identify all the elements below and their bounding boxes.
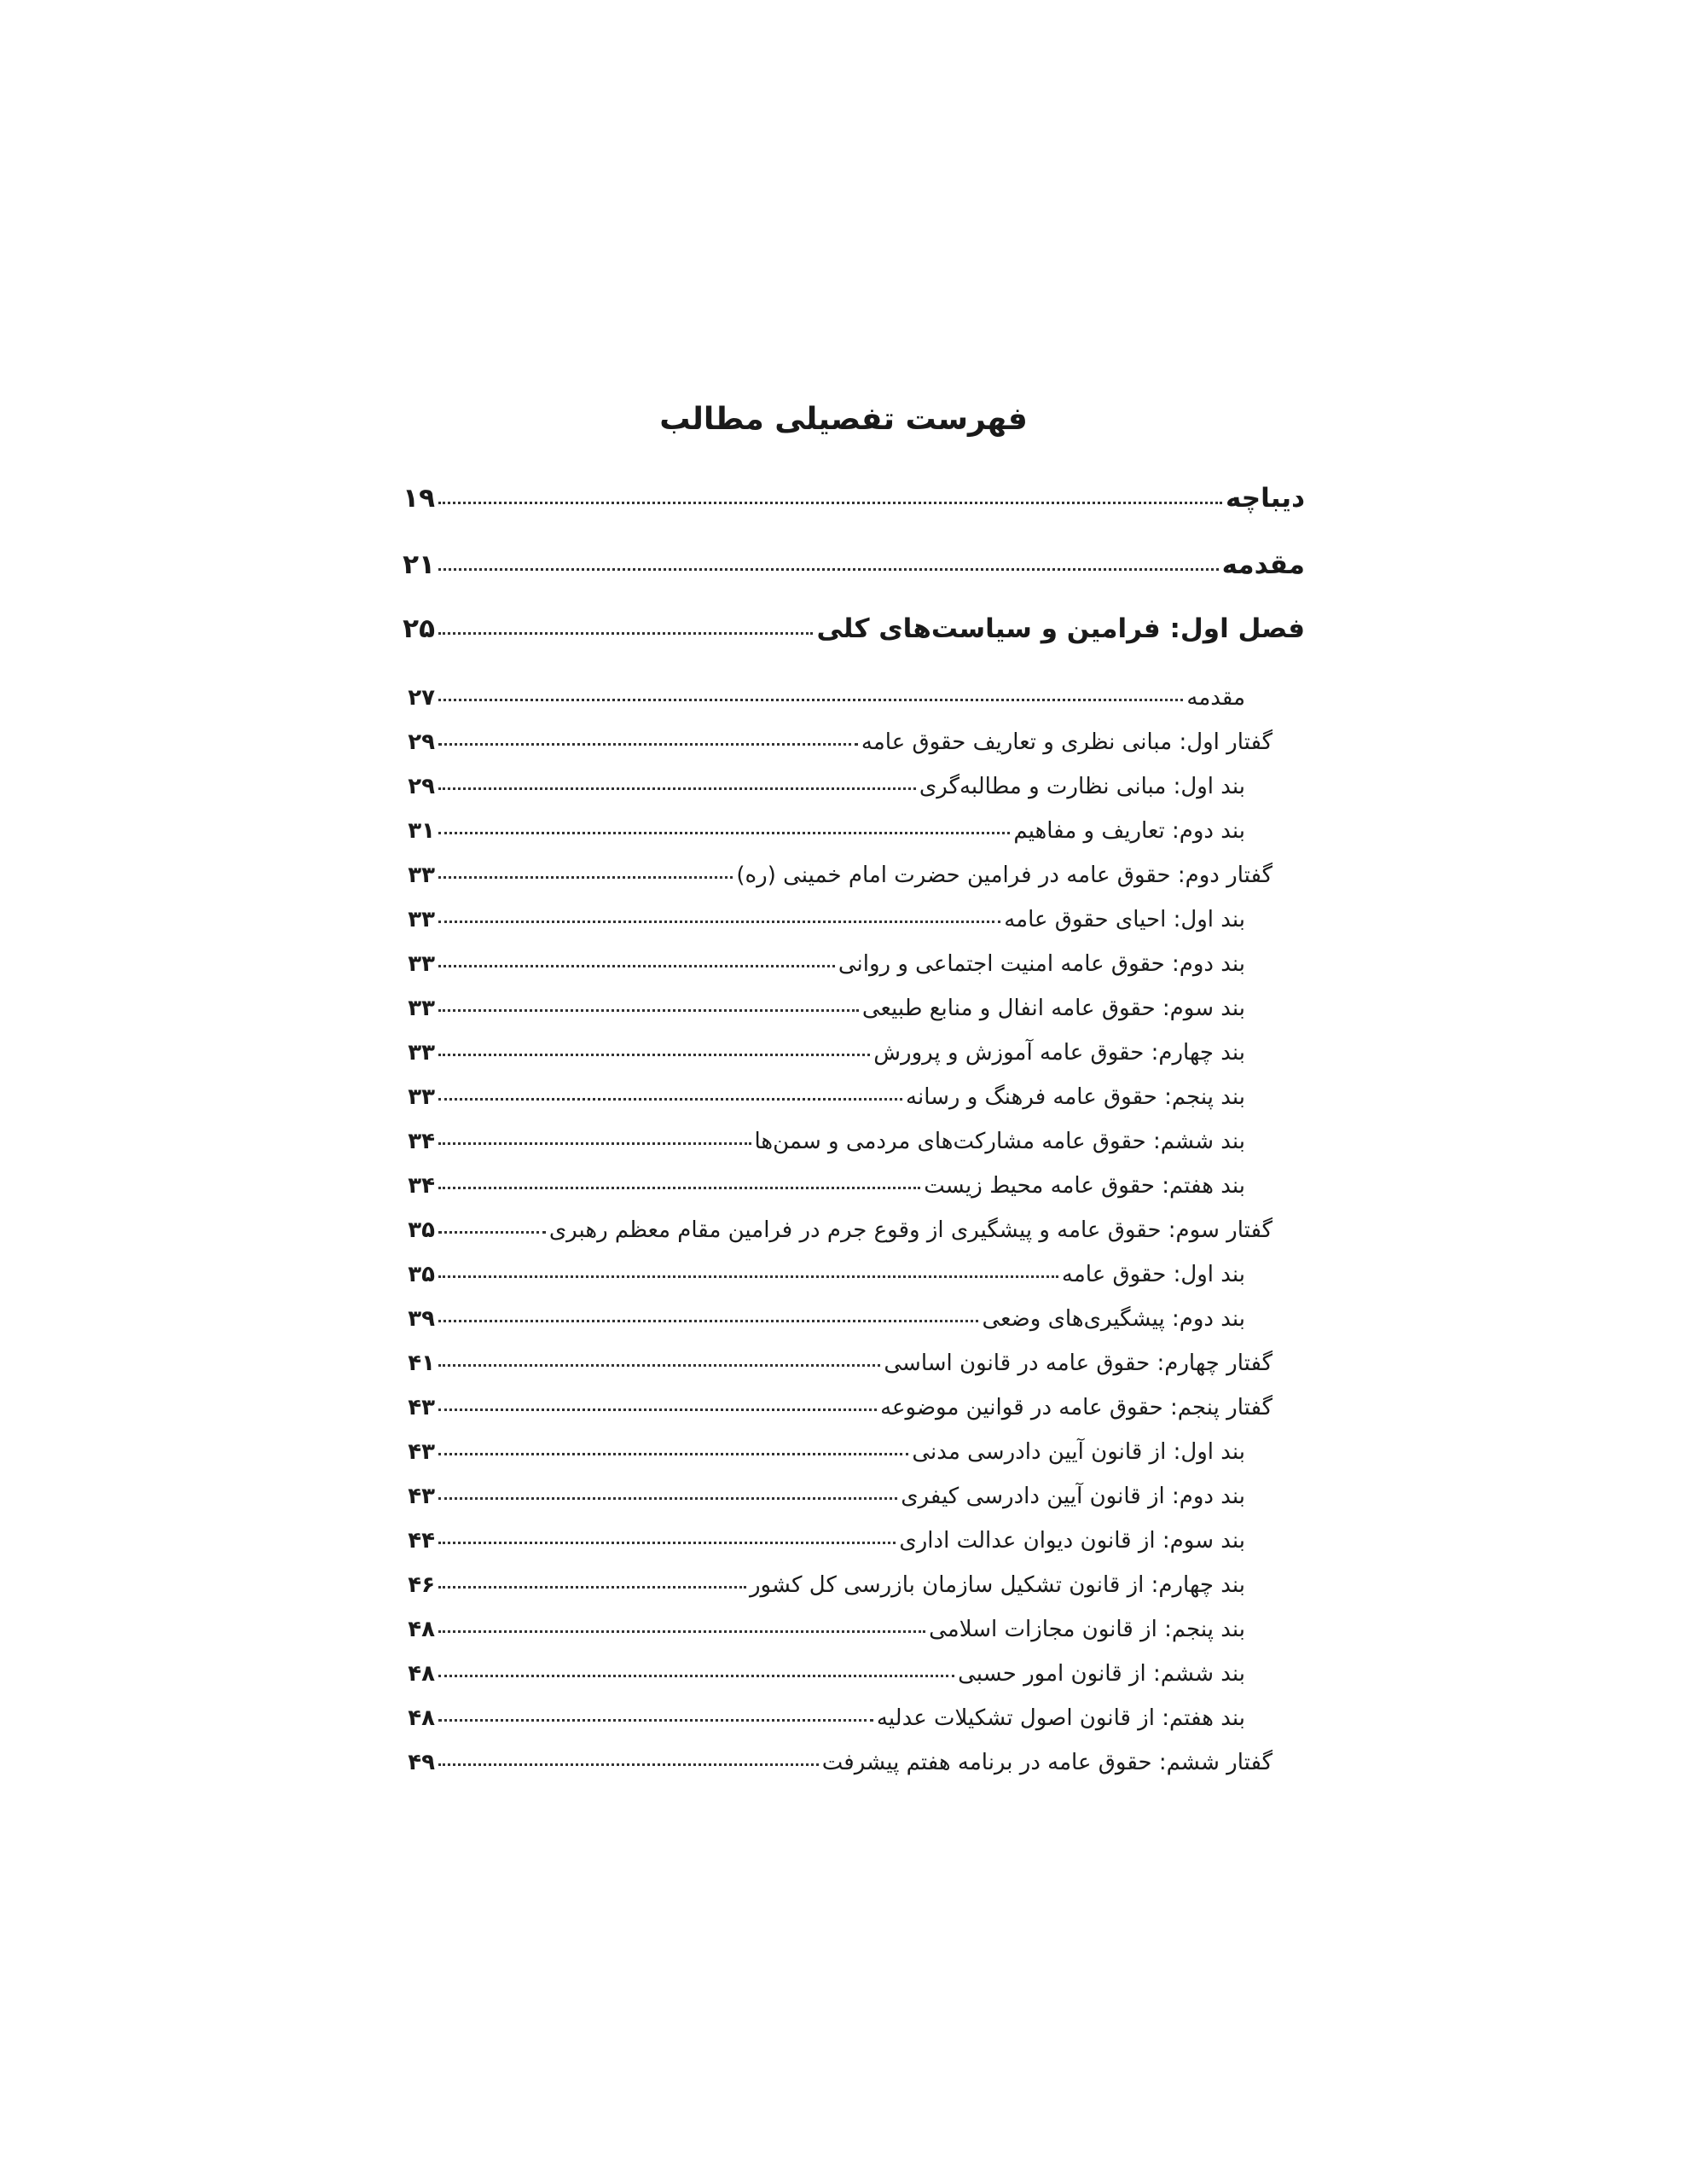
toc-entry-page: ۱۹: [403, 483, 435, 514]
toc-entry[interactable]: [384, 1642, 1245, 1687]
dot-leader: [438, 1142, 751, 1145]
toc-entry[interactable]: [384, 799, 1245, 844]
toc-entry-page: ۴۶: [408, 1572, 435, 1598]
toc-entry-page: ۲۹: [408, 774, 435, 799]
toc-entry[interactable]: [384, 1243, 1245, 1287]
toc-entry[interactable]: [384, 1554, 1245, 1598]
toc-entry[interactable]: [384, 1332, 1272, 1376]
toc-entry[interactable]: [384, 1199, 1272, 1243]
dot-leader: [438, 1187, 920, 1189]
toc-entry[interactable]: [384, 1731, 1272, 1775]
dot-leader: [438, 743, 858, 746]
dot-leader: [438, 876, 733, 879]
toc-entry-label: مقدمه: [1186, 685, 1245, 711]
toc-entry-label: بند اول: احیای حقوق عامه: [1004, 907, 1245, 932]
toc-entry[interactable]: [384, 1687, 1245, 1731]
toc-entry[interactable]: [384, 932, 1245, 977]
toc-entry-label: بند دوم: تعاریف و مفاهیم: [1013, 818, 1245, 844]
toc-entry-label: بند سوم: حقوق عامه انفال و منابع طبیعی: [861, 996, 1245, 1021]
dot-leader: [438, 1098, 902, 1101]
dot-leader: [438, 1231, 546, 1234]
toc-entry-page: ۴۴: [408, 1528, 435, 1554]
toc-entry-label: بند هفتم: از قانون اصول تشکیلات عدلیه: [876, 1705, 1245, 1731]
toc-entry-page: ۴۳: [408, 1484, 435, 1509]
toc-entry-label: مقدمه: [1221, 549, 1305, 580]
dot-leader: [438, 1542, 896, 1544]
toc-entry-label: بند اول: از قانون آیین دادرسی مدنی: [912, 1439, 1245, 1465]
toc-entry-page: ۴۳: [408, 1395, 435, 1420]
toc-entry-label: بند اول: حقوق عامه: [1061, 1262, 1245, 1287]
toc-entry-label: بند ششم: از قانون امور حسبی: [958, 1661, 1245, 1687]
toc-entry[interactable]: [384, 1021, 1245, 1066]
dot-leader: [438, 1453, 908, 1455]
dot-leader: [438, 1675, 954, 1677]
toc-entry-page: ۴۸: [408, 1705, 435, 1731]
toc-entry[interactable]: [384, 1287, 1245, 1332]
dot-leader: [438, 1320, 978, 1322]
toc-entry-label: بند چهارم: از قانون تشکیل سازمان بازرسی کل کشور: [749, 1572, 1245, 1598]
toc-entry-page: ۳۵: [408, 1262, 435, 1287]
toc-entry[interactable]: [384, 600, 1305, 644]
toc-entry[interactable]: [384, 977, 1245, 1021]
toc-entry-label: گفتار دوم: حقوق عامه در فرامین حضرت امام خمینی (ره): [736, 863, 1272, 888]
toc-entry-label: بند پنجم: حقوق عامه فرهنگ و رسانه: [906, 1084, 1245, 1110]
dot-leader: [438, 1009, 859, 1012]
toc-entry-page: ۴۸: [408, 1661, 435, 1687]
toc-entry-label: گفتار پنجم: حقوق عامه در قوانین موضوعه: [880, 1395, 1272, 1420]
toc-entry[interactable]: [384, 666, 1245, 711]
toc-entry-page: ۳۳: [408, 996, 435, 1021]
toc-entry-page: ۲۹: [408, 729, 435, 755]
toc-entry-label: بند ششم: حقوق عامه مشارکت‌های مردمی و سمن‌ها: [754, 1129, 1245, 1154]
toc-entry-page: ۴۸: [408, 1617, 435, 1642]
dot-leader: [438, 1275, 1058, 1278]
dot-leader: [438, 832, 1010, 834]
toc-entry-page: ۳۳: [408, 863, 435, 888]
toc-entry-page: ۴۹: [408, 1750, 435, 1775]
toc-entry-label: گفتار ششم: حقوق عامه در برنامه هفتم پیشرفت: [821, 1750, 1272, 1775]
toc-entry-label: بند پنجم: از قانون مجازات اسلامی: [929, 1617, 1245, 1642]
dot-leader: [438, 1364, 880, 1367]
dot-leader: [438, 1409, 877, 1411]
toc-entry[interactable]: [384, 1465, 1245, 1509]
toc-entry-page: ۳۴: [408, 1129, 435, 1154]
toc-entry-label: گفتار چهارم: حقوق عامه در قانون اساسی: [884, 1350, 1272, 1376]
toc-entry-page: ۳۳: [408, 951, 435, 977]
toc-entry-label: بند دوم: پیشگیری‌های وضعی: [982, 1306, 1245, 1332]
toc-entry[interactable]: [384, 1598, 1245, 1642]
toc-entry-page: ۳۳: [408, 1040, 435, 1066]
toc-entry-page: ۳۴: [408, 1173, 435, 1199]
dot-leader: [438, 1630, 925, 1633]
toc-entry[interactable]: [384, 888, 1245, 932]
toc-entry-page: ۴۳: [408, 1439, 435, 1465]
toc-entry[interactable]: [384, 536, 1305, 580]
toc-entry[interactable]: [384, 844, 1272, 888]
dot-leader: [438, 699, 1183, 701]
toc-entry-page: ۳۳: [408, 907, 435, 932]
toc-entry[interactable]: [384, 1420, 1245, 1465]
toc-entry-page: ۲۵: [403, 613, 435, 644]
toc-entry-page: ۳۹: [408, 1306, 435, 1332]
toc-entry-label: بند سوم: از قانون دیوان عدالت اداری: [899, 1528, 1245, 1554]
toc-entry-label: بند اول: مبانی نظارت و مطالبه‌گری: [919, 774, 1245, 799]
toc-entry-page: ۴۱: [408, 1350, 435, 1376]
toc-entry-label: بند دوم: از قانون آیین دادرسی کیفری: [901, 1484, 1245, 1509]
toc-entry[interactable]: [384, 1110, 1245, 1154]
toc-entry[interactable]: [384, 1066, 1245, 1110]
toc-entry-label: بند چهارم: حقوق عامه آموزش و پرورش: [873, 1040, 1245, 1066]
dot-leader: [438, 921, 1000, 923]
toc-entry-label: گفتار سوم: حقوق عامه و پیشگیری از وقوع جرم در فرامین مقام معظم رهبری: [548, 1217, 1272, 1243]
toc-entry[interactable]: [384, 711, 1272, 755]
toc-entry[interactable]: [384, 1509, 1245, 1554]
dot-leader: [438, 568, 1219, 571]
toc-entry[interactable]: [384, 469, 1305, 514]
toc-entry-label: بند هفتم: حقوق عامه محیط زیست: [924, 1173, 1245, 1199]
dot-leader: [438, 632, 813, 635]
dot-leader: [438, 965, 835, 967]
dot-leader: [438, 787, 916, 790]
toc-entry-page: ۳۱: [408, 818, 435, 844]
dot-leader: [438, 1763, 819, 1766]
toc-entry-label: گفتار اول: مبانی نظری و تعاریف حقوق عامه: [861, 729, 1272, 755]
dot-leader: [438, 1719, 873, 1722]
toc-entry-page: ۲۱: [403, 549, 435, 580]
dot-leader: [438, 502, 1222, 504]
toc-entry-page: ۳۵: [408, 1217, 435, 1243]
dot-leader: [438, 1586, 746, 1589]
toc-entry[interactable]: [384, 1154, 1245, 1199]
toc-entry-label: بند دوم: حقوق عامه امنیت اجتماعی و روانی: [838, 951, 1245, 977]
toc-entry[interactable]: [384, 1376, 1272, 1420]
toc-entry-page: ۲۷: [408, 685, 435, 711]
toc-entry[interactable]: [384, 755, 1245, 799]
toc-entry-label: دیباچه: [1226, 483, 1305, 514]
dot-leader: [438, 1054, 870, 1056]
toc-entry-page: ۳۳: [408, 1084, 435, 1110]
toc-entry-label: فصل اول: فرامین و سیاست‌های کلی: [816, 613, 1305, 644]
page-title: فهرست تفصیلی مطالب: [659, 402, 1028, 437]
dot-leader: [438, 1497, 897, 1500]
